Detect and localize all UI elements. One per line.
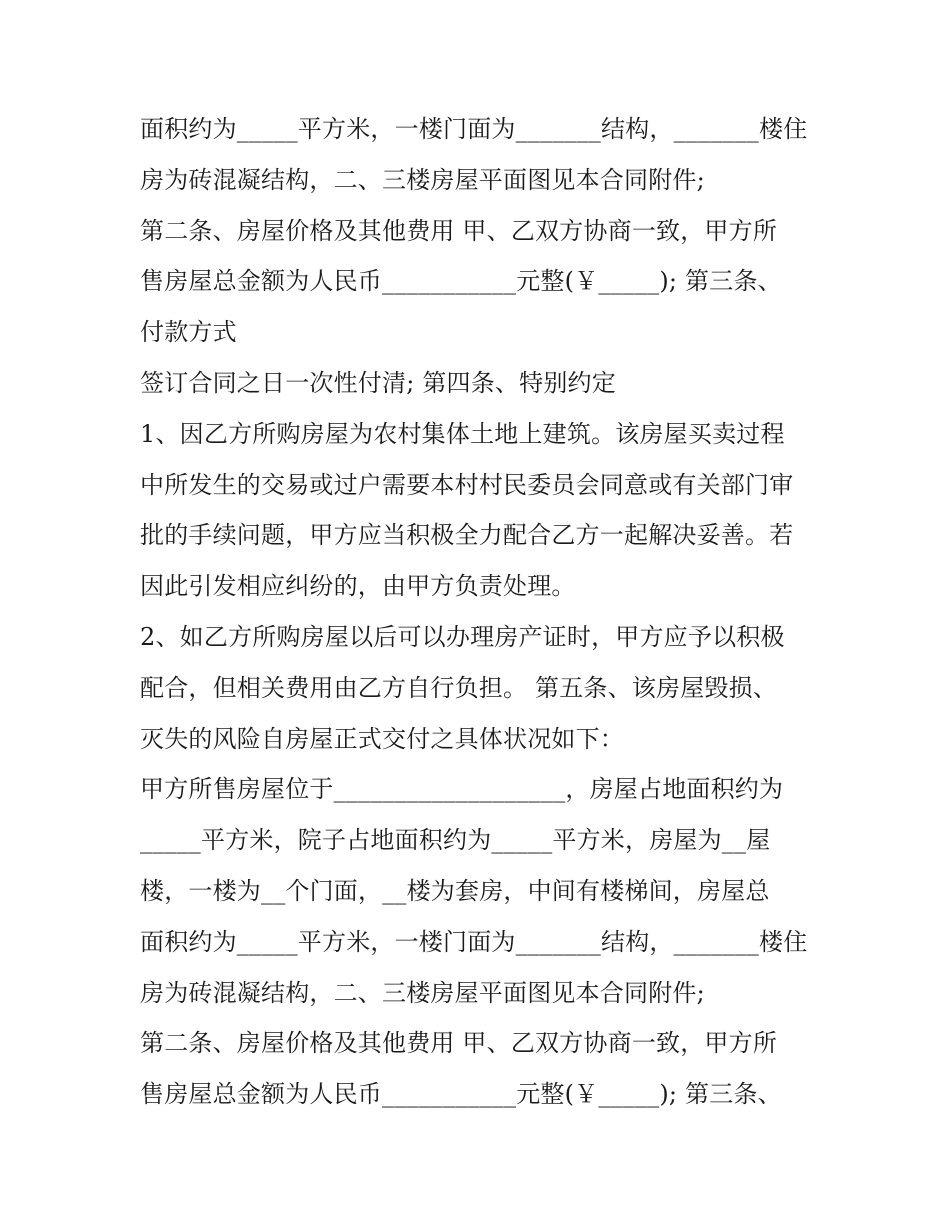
text-line: 因此引发相应纠纷的，由甲方负责处理。 [140, 572, 576, 601]
text-line: 售房屋总金额为人民币___________元整(￥_____); 第三条、 [140, 267, 782, 296]
text-line: 付款方式 [140, 318, 237, 347]
text-line: 1、因乙方所购房屋为农村集体土地上建筑。该房屋买卖过程 [140, 419, 785, 448]
text-line: 中所发生的交易或过户需要本村村民委员会同意或有关部门审 [140, 470, 794, 499]
text-line: 第二条、房屋价格及其他费用 甲、乙双方协商一致，甲方所 [140, 216, 778, 245]
text-line: 房为砖混凝结构，二、三楼房屋平面图见本合同附件; [140, 165, 705, 194]
text-line: 配合，但相关费用由乙方自行负担。 第五条、该房屋毁损、 [140, 673, 778, 702]
document-body [140, 104, 820, 1120]
text-line: 甲方所售房屋位于___________________，房屋占地面积约为 [140, 775, 784, 804]
text-line: 面积约为_____平方米，一楼门面为_______结构，_______楼住 [140, 115, 808, 143]
text-line: 签订合同之日一次性付清; 第四条、特别约定 [140, 368, 616, 397]
text-line: 楼，一楼为__个门面，__楼为套房，中间有楼梯间，房屋总 [140, 876, 770, 905]
text-line: 房为砖混凝结构，二、三楼房屋平面图见本合同附件; [140, 978, 705, 1007]
text-line: 2、如乙方所购房屋以后可以办理房产证时，甲方应予以积极 [140, 622, 785, 651]
text-line: 灭失的风险自房屋正式交付之具体状况如下： [140, 724, 624, 753]
text-line: 第二条、房屋价格及其他费用 甲、乙双方协商一致，甲方所 [140, 1029, 778, 1058]
text-line: 售房屋总金额为人民币___________元整(￥_____); 第三条、 [140, 1080, 782, 1109]
text-line: 批的手续问题，甲方应当积极全力配合乙方一起解决妥善。若 [140, 521, 794, 550]
text-line: 面积约为_____平方米，一楼门面为_______结构，_______楼住 [140, 927, 808, 956]
text-line: _____平方米，院子占地面积约为_____平方米，房屋为__屋 [140, 826, 771, 855]
